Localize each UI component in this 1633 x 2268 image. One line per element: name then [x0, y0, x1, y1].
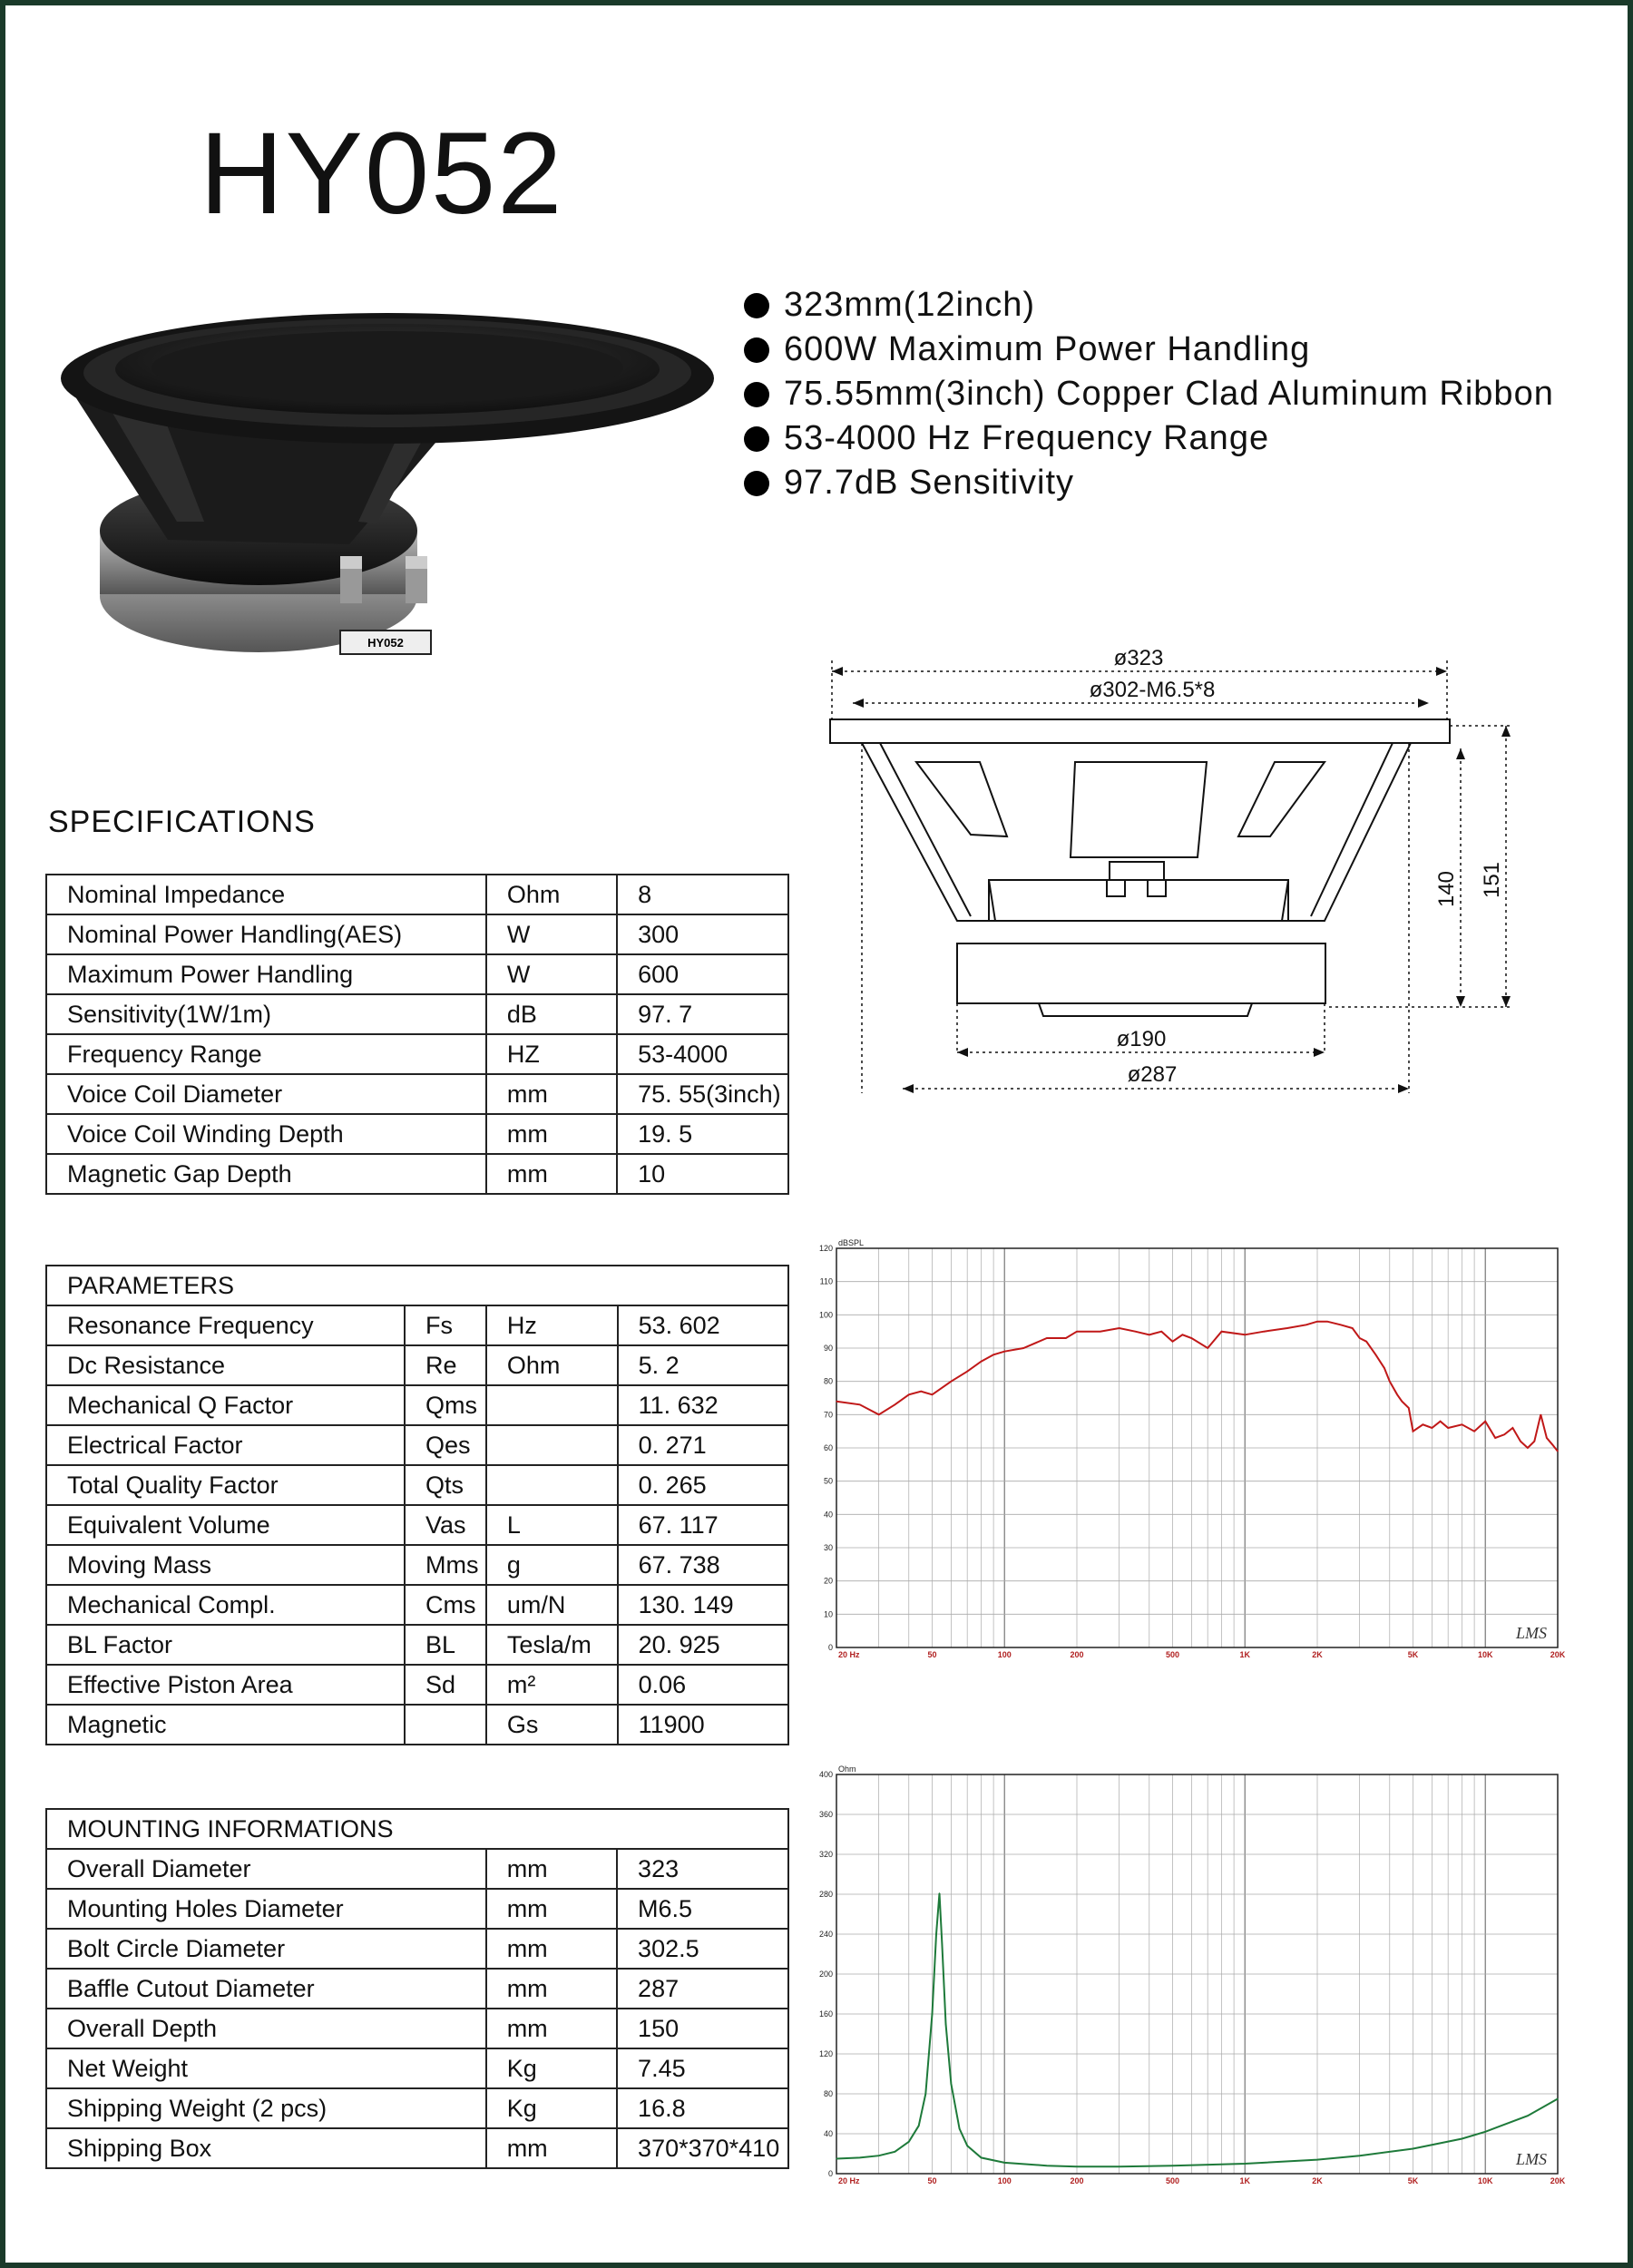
spec-row: [46, 954, 788, 994]
x-tick-label: 50: [927, 1650, 937, 1659]
data-point: [1448, 1427, 1449, 1428]
magnet-outline: [957, 943, 1325, 1003]
y-tick-label: 0: [827, 2169, 833, 2178]
mounting-table: [45, 1808, 789, 2169]
spec-name: Frequency Range: [46, 1034, 486, 1074]
data-point: [981, 2157, 982, 2158]
data-point: [1551, 1444, 1552, 1445]
data-point: [1520, 1441, 1521, 1442]
parameter-value: 0.06: [618, 1665, 788, 1705]
parameter-symbol: Qms: [405, 1385, 486, 1425]
parameter-unit: m²: [486, 1665, 618, 1705]
parameter-row: [46, 1505, 788, 1545]
data-point: [1191, 1337, 1192, 1338]
x-tick-label: 1K: [1239, 2176, 1250, 2185]
spec-row: [46, 1114, 788, 1154]
data-point: [908, 1394, 909, 1395]
mounting-unit: mm: [486, 1849, 617, 1889]
flange-outline: [830, 719, 1450, 743]
parameter-symbol: Cms: [405, 1585, 486, 1625]
spl-frequency-response-chart: [807, 1236, 1569, 1671]
bullet-icon: [744, 426, 769, 452]
data-point: [859, 1404, 860, 1405]
spec-name: Voice Coil Winding Depth: [46, 1114, 486, 1154]
data-point: [945, 2023, 946, 2024]
mounting-name: Overall Depth: [46, 2009, 486, 2048]
mounting-name: Mounting Holes Diameter: [46, 1889, 486, 1929]
data-point: [1065, 1337, 1066, 1338]
bullet-icon: [744, 337, 769, 363]
x-tick-label: 1K: [1239, 1650, 1250, 1659]
data-point: [959, 2128, 960, 2129]
parameter-name: Moving Mass: [46, 1545, 405, 1585]
data-point: [1316, 2159, 1317, 2160]
parameter-symbol: Vas: [405, 1505, 486, 1545]
spec-unit: mm: [486, 1154, 617, 1194]
x-tick-label: 2K: [1312, 2176, 1323, 2185]
data-point: [1264, 1331, 1265, 1332]
parameter-unit: Ohm: [486, 1345, 618, 1385]
data-point: [1504, 1434, 1505, 1435]
dim-bolt-circle: ø302-M6.5*8: [1089, 678, 1216, 702]
response-curve: [836, 1322, 1558, 1452]
mounting-row: [46, 2088, 788, 2128]
data-point: [1534, 1441, 1535, 1442]
dim-cutout-diameter: ø287: [1127, 1062, 1178, 1087]
parameter-symbol: Re: [405, 1345, 486, 1385]
data-point: [1245, 2163, 1246, 2164]
mounting-unit: Kg: [486, 2048, 617, 2088]
data-point: [1512, 1427, 1513, 1428]
data-point: [1527, 1447, 1528, 1448]
parameter-name: Equivalent Volume: [46, 1505, 405, 1545]
spec-value: 8: [617, 875, 788, 914]
y-tick-label: 320: [818, 1850, 833, 1859]
mounting-unit: mm: [486, 2009, 617, 2048]
data-point: [932, 2013, 933, 2014]
y-tick-label: 60: [823, 1443, 833, 1452]
data-point: [951, 2083, 952, 2084]
parameter-symbol: Qes: [405, 1425, 486, 1465]
mounting-unit: mm: [486, 1969, 617, 2009]
spec-unit: mm: [486, 1114, 617, 1154]
data-point: [1396, 1394, 1397, 1395]
feature-item: [744, 283, 1554, 327]
parameter-value: 20. 925: [618, 1625, 788, 1665]
dim-inner-depth: 140: [1434, 870, 1459, 908]
parameter-row: [46, 1585, 788, 1625]
mounting-value: 370*370*410: [617, 2128, 788, 2168]
data-point: [1004, 2162, 1005, 2163]
parameter-symbol: Mms: [405, 1545, 486, 1585]
parameter-symbol: [405, 1705, 486, 1745]
mounting-name: Overall Diameter: [46, 1849, 486, 1889]
data-point: [1546, 1437, 1547, 1438]
parameter-row: [46, 1465, 788, 1505]
mounting-name: Shipping Box: [46, 2128, 486, 2168]
data-point: [1076, 1331, 1077, 1332]
data-point: [1440, 1421, 1441, 1422]
x-tick-label: 20K: [1550, 2176, 1566, 2185]
data-point: [1286, 1327, 1287, 1328]
data-point: [1172, 2165, 1173, 2166]
parameter-symbol: Qts: [405, 1465, 486, 1505]
spec-name: Magnetic Gap Depth: [46, 1154, 486, 1194]
data-point: [981, 1361, 982, 1362]
dimension-drawing: [821, 635, 1511, 1107]
data-point: [1352, 1327, 1353, 1328]
feature-text: 600W Maximum Power Handling: [784, 330, 1311, 368]
y-tick-label: 80: [823, 2089, 833, 2098]
data-point: [908, 2141, 909, 2142]
mounting-row: [46, 1969, 788, 2009]
data-point: [942, 1943, 943, 1944]
parameter-name: Total Quality Factor: [46, 1465, 405, 1505]
x-tick-label: 20 Hz: [838, 1650, 860, 1659]
data-point: [1221, 1331, 1222, 1332]
feature-item: [744, 372, 1554, 416]
data-point: [1540, 1414, 1541, 1415]
y-tick-label: 30: [823, 1543, 833, 1552]
y-tick-label: 120: [818, 2049, 833, 2058]
mounting-value: M6.5: [617, 1889, 788, 1929]
speaker-photo: [50, 313, 730, 667]
data-point: [1245, 1334, 1246, 1335]
parameters-table: [45, 1265, 789, 1745]
mounting-row: [46, 2009, 788, 2048]
specifications-table: [45, 874, 789, 1195]
x-tick-label: 50: [927, 2176, 937, 2185]
parameter-value: 5. 2: [618, 1345, 788, 1385]
spec-name: Maximum Power Handling: [46, 954, 486, 994]
y-tick-label: 160: [818, 2009, 833, 2019]
parameter-row: [46, 1665, 788, 1705]
feature-item: [744, 327, 1554, 372]
parameter-name: Dc Resistance: [46, 1345, 405, 1385]
spec-name: Nominal Impedance: [46, 875, 486, 914]
parameter-unit: Hz: [486, 1305, 618, 1345]
mounting-unit: mm: [486, 2128, 617, 2168]
y-axis-label: dBSPL: [838, 1238, 865, 1247]
parameter-row: [46, 1345, 788, 1385]
data-point: [1432, 1427, 1433, 1428]
data-point: [1119, 1327, 1120, 1328]
y-tick-label: 40: [823, 1510, 833, 1520]
y-tick-label: 360: [818, 1810, 833, 1819]
feature-text: 323mm(12inch): [784, 286, 1035, 324]
feature-text: 53-4000 Hz Frequency Range: [784, 419, 1270, 457]
spec-value: 97. 7: [617, 994, 788, 1034]
mounting-row: [46, 2128, 788, 2168]
spec-unit: mm: [486, 1074, 617, 1114]
data-point: [1004, 1351, 1005, 1352]
x-tick-label: 5K: [1407, 2176, 1419, 2185]
mounting-value: 150: [617, 2009, 788, 2048]
parameter-row: [46, 1545, 788, 1585]
mounting-value: 287: [617, 1969, 788, 2009]
parameter-name: BL Factor: [46, 1625, 405, 1665]
mounting-name: Bolt Circle Diameter: [46, 1929, 486, 1969]
spec-value: 75. 55(3inch): [617, 1074, 788, 1114]
parameter-value: 0. 265: [618, 1465, 788, 1505]
parameter-row: [46, 1705, 788, 1745]
data-point: [967, 1371, 968, 1372]
data-point: [925, 2093, 926, 2094]
basket-outline: [862, 743, 1411, 921]
y-tick-label: 40: [823, 2129, 833, 2138]
spec-value: 10: [617, 1154, 788, 1194]
parameter-name: Mechanical Q Factor: [46, 1385, 405, 1425]
data-point: [1161, 1331, 1162, 1332]
bullet-icon: [744, 293, 769, 318]
feature-text: 75.55mm(3inch) Copper Clad Aluminum Ribbon: [784, 375, 1554, 413]
x-tick-label: 20K: [1550, 1650, 1566, 1659]
parameter-value: 130. 149: [618, 1585, 788, 1625]
mounting-value: 7.45: [617, 2048, 788, 2088]
y-tick-label: 100: [818, 1310, 833, 1320]
data-point: [1365, 1341, 1366, 1342]
data-point: [1023, 1347, 1024, 1348]
specifications-title: SPECIFICATIONS: [48, 805, 316, 839]
data-point: [1389, 1381, 1390, 1382]
parameter-unit: g: [486, 1545, 618, 1585]
y-tick-label: 10: [823, 1609, 833, 1619]
y-tick-label: 50: [823, 1476, 833, 1486]
y-tick-label: 110: [819, 1276, 833, 1286]
spec-value: 600: [617, 954, 788, 994]
y-tick-label: 90: [823, 1344, 833, 1353]
data-point: [1316, 1321, 1317, 1322]
mounting-row: [46, 1849, 788, 1889]
parameter-name: Mechanical Compl.: [46, 1585, 405, 1625]
y-tick-label: 120: [818, 1244, 833, 1253]
spec-value: 19. 5: [617, 1114, 788, 1154]
data-point: [1402, 1401, 1403, 1402]
data-point: [932, 1394, 933, 1395]
x-tick-label: 20 Hz: [838, 2176, 860, 2185]
data-point: [1119, 2166, 1120, 2167]
data-point: [1359, 1337, 1360, 1338]
spec-row: [46, 1074, 788, 1114]
parameter-row: [46, 1305, 788, 1345]
mounting-title: MOUNTING INFORMATIONS: [46, 1809, 788, 1849]
mounting-row: [46, 1929, 788, 1969]
spec-row: [46, 875, 788, 914]
data-point: [859, 2157, 860, 2158]
x-tick-label: 2K: [1312, 1650, 1323, 1659]
x-tick-label: 500: [1165, 2176, 1179, 2185]
parameter-value: 0. 271: [618, 1425, 788, 1465]
feature-list: [744, 283, 1554, 505]
x-tick-label: 100: [997, 2176, 1012, 2185]
spec-value: 300: [617, 914, 788, 954]
data-point: [921, 1391, 922, 1392]
spec-name: Nominal Power Handling(AES): [46, 914, 486, 954]
x-tick-label: 10K: [1477, 2176, 1493, 2185]
mounting-value: 16.8: [617, 2088, 788, 2128]
x-tick-label: 200: [1070, 2176, 1084, 2185]
parameter-row: [46, 1625, 788, 1665]
data-point: [1046, 1337, 1047, 1338]
lms-watermark: LMS: [1515, 2150, 1547, 2168]
parameter-value: 67. 117: [618, 1505, 788, 1545]
spec-unit: W: [486, 914, 617, 954]
data-point: [1076, 2166, 1077, 2167]
spec-row: [46, 1154, 788, 1194]
data-point: [1485, 1421, 1486, 1422]
parameter-unit: [486, 1465, 618, 1505]
parameter-name: Electrical Factor: [46, 1425, 405, 1465]
bullet-icon: [744, 471, 769, 496]
data-point: [1408, 1407, 1409, 1408]
mounting-value: 302.5: [617, 1929, 788, 1969]
dim-overall-diameter: ø323: [1113, 646, 1164, 670]
mounting-value: 323: [617, 1849, 788, 1889]
x-tick-label: 500: [1165, 1650, 1179, 1659]
y-tick-label: 400: [818, 1770, 833, 1779]
data-point: [993, 1354, 994, 1355]
parameter-symbol: Fs: [405, 1305, 486, 1345]
spec-unit: Ohm: [486, 875, 617, 914]
parameter-value: 11. 632: [618, 1385, 788, 1425]
parameter-row: [46, 1425, 788, 1465]
data-point: [1474, 1431, 1475, 1432]
y-tick-label: 280: [818, 1890, 833, 1899]
parameter-value: 67. 738: [618, 1545, 788, 1585]
mounting-unit: Kg: [486, 2088, 617, 2128]
data-point: [1557, 2098, 1558, 2099]
x-tick-label: 10K: [1477, 1650, 1493, 1659]
mounting-row: [46, 2048, 788, 2088]
parameter-unit: [486, 1425, 618, 1465]
data-point: [951, 1381, 952, 1382]
lms-watermark: LMS: [1515, 1624, 1547, 1642]
parameter-value: 11900: [618, 1705, 788, 1745]
parameter-unit: um/N: [486, 1585, 618, 1625]
data-point: [1046, 2165, 1047, 2166]
y-tick-label: 240: [818, 1930, 833, 1939]
y-tick-label: 20: [823, 1576, 833, 1586]
feature-item: [744, 461, 1554, 505]
spec-unit: HZ: [486, 1034, 617, 1074]
data-point: [1375, 1354, 1376, 1355]
data-point: [939, 1892, 940, 1893]
mounting-row: [46, 1889, 788, 1929]
dim-overall-depth: 151: [1480, 861, 1504, 899]
spec-value: 53-4000: [617, 1034, 788, 1074]
data-point: [1326, 1321, 1327, 1322]
parameter-row: [46, 1385, 788, 1425]
parameter-unit: Tesla/m: [486, 1625, 618, 1665]
parameter-symbol: Sd: [405, 1665, 486, 1705]
mounting-unit: mm: [486, 1929, 617, 1969]
data-point: [1495, 1437, 1496, 1438]
x-tick-label: 200: [1070, 1650, 1084, 1659]
spec-unit: W: [486, 954, 617, 994]
impedance-curve-chart: [807, 1762, 1569, 2197]
model-title: HY052: [200, 109, 564, 239]
spec-name: Sensitivity(1W/1m): [46, 994, 486, 1034]
feature-text: 97.7dB Sensitivity: [784, 464, 1075, 502]
mounting-name: Baffle Cutout Diameter: [46, 1969, 486, 2009]
data-point: [1557, 1451, 1558, 1452]
y-axis-label: Ohm: [838, 1765, 856, 1774]
data-point: [1172, 1341, 1173, 1342]
parameter-unit: [486, 1385, 618, 1425]
parameter-symbol: BL: [405, 1625, 486, 1665]
mounting-name: Shipping Weight (2 pcs): [46, 2088, 486, 2128]
y-tick-label: 80: [823, 1376, 833, 1386]
parameter-unit: Gs: [486, 1705, 618, 1745]
data-point: [878, 1414, 879, 1415]
parameter-name: Magnetic: [46, 1705, 405, 1745]
spec-unit: dB: [486, 994, 617, 1034]
spec-name: Voice Coil Diameter: [46, 1074, 486, 1114]
data-point: [935, 1933, 936, 1934]
y-tick-label: 0: [827, 1643, 833, 1652]
y-tick-label: 200: [818, 1970, 833, 1979]
parameter-name: Resonance Frequency: [46, 1305, 405, 1345]
spec-row: [46, 1034, 788, 1074]
photo-label: HY052: [367, 636, 404, 650]
parameter-value: 53. 602: [618, 1305, 788, 1345]
bullet-icon: [744, 382, 769, 407]
mounting-name: Net Weight: [46, 2048, 486, 2088]
x-tick-label: 5K: [1407, 1650, 1419, 1659]
data-point: [1182, 1334, 1183, 1335]
mounting-unit: mm: [486, 1889, 617, 1929]
data-point: [1135, 1331, 1136, 1332]
data-point: [1485, 2131, 1486, 2132]
x-tick-label: 100: [997, 1650, 1012, 1659]
parameter-unit: L: [486, 1505, 618, 1545]
feature-item: [744, 416, 1554, 461]
y-tick-label: 70: [823, 1410, 833, 1420]
spec-row: [46, 994, 788, 1034]
parameters-title: PARAMETERS: [46, 1266, 788, 1305]
dim-magnet-diameter: ø190: [1116, 1027, 1167, 1051]
parameter-name: Effective Piston Area: [46, 1665, 405, 1705]
spec-row: [46, 914, 788, 954]
